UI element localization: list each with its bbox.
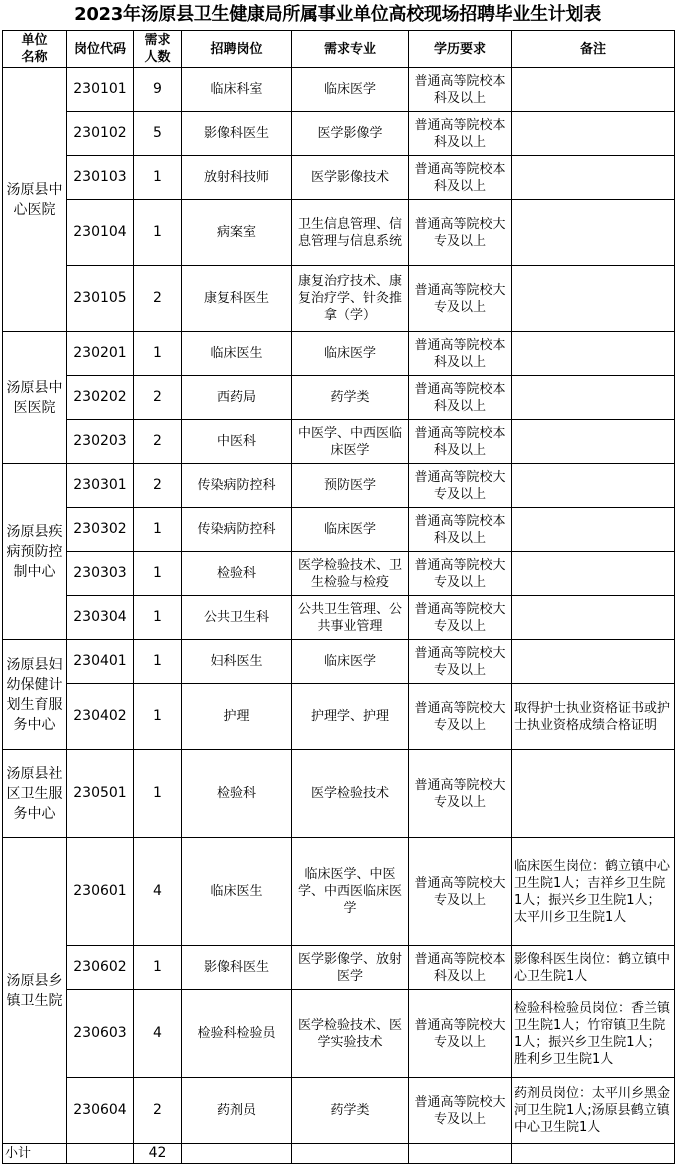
major-cell: 医学检验技术、医学实验技术: [292, 990, 409, 1078]
position-cell: 临床科室: [182, 68, 292, 112]
code-cell: 230401: [67, 640, 134, 684]
note-cell: 临床医生岗位：鹤立镇中心卫生院1人；吉祥乡卫生院1人；振兴乡卫生院1人；太平川乡卫生院1人: [512, 838, 675, 946]
header-major: 需求专业: [292, 31, 409, 68]
note-cell: [512, 376, 675, 420]
table-row: [3, 1078, 675, 1144]
code-cell: 230105: [67, 266, 134, 332]
table-row: [3, 750, 675, 838]
major-cell: 公共卫生管理、公共事业管理: [292, 596, 409, 640]
unit-cell: 汤原县中心医院: [3, 68, 67, 332]
code-cell: 230303: [67, 552, 134, 596]
major-cell: 药学类: [292, 1078, 409, 1144]
code-cell: 230304: [67, 596, 134, 640]
note-cell: [512, 68, 675, 112]
position-cell: 检验科: [182, 750, 292, 838]
unit-cell: 汤原县社区卫生服务中心: [3, 750, 67, 838]
subtotal-empty-cell: [409, 1144, 512, 1164]
education-cell: 普通高等院校本科及以上: [409, 332, 512, 376]
table-row: [3, 156, 675, 200]
count-cell: 1: [134, 684, 182, 750]
position-cell: 临床医生: [182, 838, 292, 946]
unit-cell: 汤原县乡镇卫生院: [3, 838, 67, 1144]
major-cell: 医学检验技术、卫生检验与检疫: [292, 552, 409, 596]
major-cell: 医学影像技术: [292, 156, 409, 200]
note-cell: 检验科检验员岗位：香兰镇卫生院1人；竹帘镇卫生院1人；振兴乡卫生院1人；胜利乡卫生院1人: [512, 990, 675, 1078]
header-row: [3, 31, 675, 68]
header-education: 学历要求: [409, 31, 512, 68]
position-cell: 公共卫生科: [182, 596, 292, 640]
recruitment-table: [2, 30, 675, 1164]
code-cell: 230102: [67, 112, 134, 156]
code-cell: 230203: [67, 420, 134, 464]
header-unit: 单位 名称: [3, 31, 67, 68]
code-cell: 230104: [67, 200, 134, 266]
note-cell: 影像科医生岗位：鹤立镇中心卫生院1人: [512, 946, 675, 990]
position-cell: 药剂员: [182, 1078, 292, 1144]
note-cell: [512, 464, 675, 508]
code-cell: 230501: [67, 750, 134, 838]
major-cell: 临床医学: [292, 640, 409, 684]
code-cell: 230301: [67, 464, 134, 508]
education-cell: 普通高等院校大专及以上: [409, 838, 512, 946]
position-cell: 检验科检验员: [182, 990, 292, 1078]
position-cell: 康复科医生: [182, 266, 292, 332]
count-cell: 2: [134, 464, 182, 508]
code-cell: 230402: [67, 684, 134, 750]
table-row: [3, 332, 675, 376]
code-cell: 230103: [67, 156, 134, 200]
education-cell: 普通高等院校大专及以上: [409, 266, 512, 332]
major-cell: 预防医学: [292, 464, 409, 508]
major-cell: 药学类: [292, 376, 409, 420]
note-cell: [512, 596, 675, 640]
education-cell: 普通高等院校大专及以上: [409, 1078, 512, 1144]
count-cell: 1: [134, 332, 182, 376]
count-cell: 2: [134, 420, 182, 464]
code-cell: 230601: [67, 838, 134, 946]
position-cell: 检验科: [182, 552, 292, 596]
note-cell: [512, 640, 675, 684]
table-row: [3, 376, 675, 420]
major-cell: 医学影像学: [292, 112, 409, 156]
count-cell: 9: [134, 68, 182, 112]
education-cell: 普通高等院校大专及以上: [409, 200, 512, 266]
subtotal-empty-cell: [67, 1144, 134, 1164]
education-cell: 普通高等院校本科及以上: [409, 68, 512, 112]
header-code: 岗位代码: [67, 31, 134, 68]
code-cell: 230602: [67, 946, 134, 990]
education-cell: 普通高等院校本科及以上: [409, 508, 512, 552]
major-cell: 临床医学: [292, 332, 409, 376]
education-cell: 普通高等院校大专及以上: [409, 640, 512, 684]
count-cell: 2: [134, 376, 182, 420]
note-cell: [512, 332, 675, 376]
table-row: [3, 990, 675, 1078]
subtotal-empty-cell: [512, 1144, 675, 1164]
position-cell: 妇科医生: [182, 640, 292, 684]
unit-cell: 汤原县妇幼保健计划生育服务中心: [3, 640, 67, 750]
note-cell: 取得护士执业资格证书或护士执业资格成绩合格证明: [512, 684, 675, 750]
code-cell: 230101: [67, 68, 134, 112]
count-cell: 1: [134, 640, 182, 684]
education-cell: 普通高等院校大专及以上: [409, 684, 512, 750]
major-cell: 临床医学: [292, 508, 409, 552]
count-cell: 1: [134, 596, 182, 640]
note-cell: [512, 156, 675, 200]
unit-cell: 汤原县中医医院: [3, 332, 67, 464]
count-cell: 4: [134, 990, 182, 1078]
position-cell: 临床医生: [182, 332, 292, 376]
note-cell: 药剂员岗位：太平川乡黑金河卫生院1人;汤原县鹤立镇中心卫生院1人: [512, 1078, 675, 1144]
subtotal-row: [3, 1144, 675, 1164]
note-cell: [512, 750, 675, 838]
code-cell: 230302: [67, 508, 134, 552]
position-cell: 中医科: [182, 420, 292, 464]
note-cell: [512, 508, 675, 552]
table-row: [3, 420, 675, 464]
table-row: [3, 838, 675, 946]
table-row: [3, 640, 675, 684]
position-cell: 影像科医生: [182, 112, 292, 156]
count-cell: 1: [134, 552, 182, 596]
subtotal-empty-cell: [292, 1144, 409, 1164]
position-cell: 传染病防控科: [182, 464, 292, 508]
position-cell: 护理: [182, 684, 292, 750]
education-cell: 普通高等院校本科及以上: [409, 420, 512, 464]
table-row: [3, 68, 675, 112]
education-cell: 普通高等院校本科及以上: [409, 112, 512, 156]
education-cell: 普通高等院校本科及以上: [409, 946, 512, 990]
position-cell: 病案室: [182, 200, 292, 266]
count-cell: 2: [134, 1078, 182, 1144]
count-cell: 1: [134, 946, 182, 990]
count-cell: 4: [134, 838, 182, 946]
header-count: 需求 人数: [134, 31, 182, 68]
note-cell: [512, 552, 675, 596]
note-cell: [512, 200, 675, 266]
count-cell: 1: [134, 200, 182, 266]
education-cell: 普通高等院校大专及以上: [409, 464, 512, 508]
position-cell: 西药局: [182, 376, 292, 420]
count-cell: 1: [134, 750, 182, 838]
table-row: [3, 464, 675, 508]
code-cell: 230604: [67, 1078, 134, 1144]
education-cell: 普通高等院校大专及以上: [409, 596, 512, 640]
education-cell: 普通高等院校大专及以上: [409, 990, 512, 1078]
education-cell: 普通高等院校大专及以上: [409, 552, 512, 596]
table-row: [3, 684, 675, 750]
major-cell: 卫生信息管理、信息管理与信息系统: [292, 200, 409, 266]
major-cell: 医学检验技术: [292, 750, 409, 838]
major-cell: 中医学、中西医临床医学: [292, 420, 409, 464]
unit-cell: 汤原县疾病预防控制中心: [3, 464, 67, 640]
code-cell: 230603: [67, 990, 134, 1078]
table-row: [3, 200, 675, 266]
subtotal-total: 42: [134, 1144, 182, 1164]
header-position: 招聘岗位: [182, 31, 292, 68]
table-row: [3, 946, 675, 990]
major-cell: 临床医学: [292, 68, 409, 112]
count-cell: 5: [134, 112, 182, 156]
position-cell: 放射科技师: [182, 156, 292, 200]
table-row: [3, 266, 675, 332]
position-cell: 影像科医生: [182, 946, 292, 990]
position-cell: 传染病防控科: [182, 508, 292, 552]
education-cell: 普通高等院校大专及以上: [409, 750, 512, 838]
subtotal-empty-cell: [182, 1144, 292, 1164]
major-cell: 护理学、护理: [292, 684, 409, 750]
code-cell: 230201: [67, 332, 134, 376]
header-note: 备注: [512, 31, 675, 68]
table-row: [3, 508, 675, 552]
major-cell: 康复治疗技术、康复治疗学、针灸推拿（学）: [292, 266, 409, 332]
subtotal-label: 小计: [3, 1144, 67, 1164]
count-cell: 2: [134, 266, 182, 332]
table-row: [3, 112, 675, 156]
note-cell: [512, 112, 675, 156]
page-title: 2023年汤原县卫生健康局所属事业单位高校现场招聘毕业生计划表: [74, 4, 601, 25]
education-cell: 普通高等院校本科及以上: [409, 376, 512, 420]
major-cell: 医学影像学、放射医学: [292, 946, 409, 990]
note-cell: [512, 266, 675, 332]
major-cell: 临床医学、中医学、中西医临床医学: [292, 838, 409, 946]
note-cell: [512, 420, 675, 464]
count-cell: 1: [134, 156, 182, 200]
code-cell: 230202: [67, 376, 134, 420]
education-cell: 普通高等院校本科及以上: [409, 156, 512, 200]
table-row: [3, 596, 675, 640]
table-row: [3, 552, 675, 596]
count-cell: 1: [134, 508, 182, 552]
